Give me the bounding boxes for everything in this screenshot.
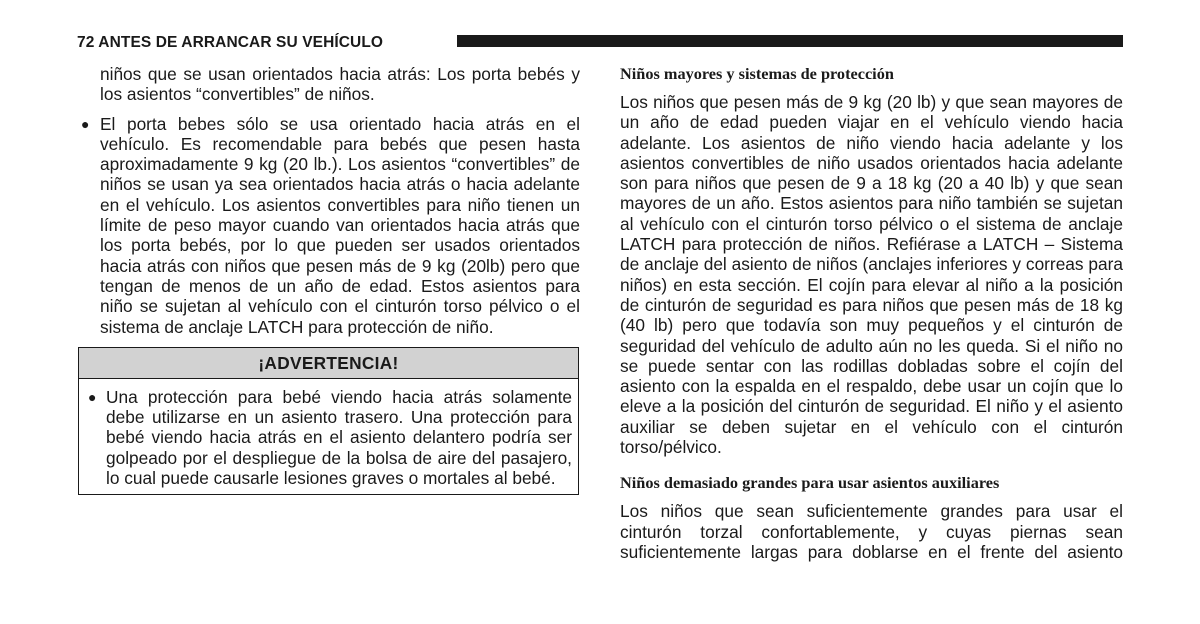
warning-body <box>79 379 578 494</box>
left-column <box>78 64 580 495</box>
warning-paragraph: Una protección para bebé viendo hacia atrás solamente debe utilizarse en un asiento trasero. Una protección para bebé viendo hacia atrás en el asiento delantero podría ser golpeado por el despliegue de la bolsa de aire del pasajero, lo cual puede causarle lesiones graves o mortales al bebé. <box>106 386 572 489</box>
bullet-dot-icon: ● <box>88 388 97 405</box>
bullet-dot-icon: ● <box>81 115 90 132</box>
warning-title: ¡ADVERTENCIA! <box>79 348 578 379</box>
bullet-paragraph: El porta bebes sólo se usa orientado hacia atrás en el vehículo. Es recomendable para bebés que pesen hasta aproximadamente 9 kg (20 lb.). Los asientos “convertibles” de niños se usan ya sea orientados hacia atrás o hacia adelante en el vehículo. Los asientos convertibles para niño tienen un límite de peso mayor cuando van orientados hacia atrás que los porta bebés, por lo que pueden ser usados orientados hacia atrás con niños que pesen más de 9 kg (20lb) pero que tengan de menos de un año de edad. Estos asientos para niño se sujetan al vehículo con el cinturón torso pélvico o el sistema de anclaje LATCH para protección de niño. <box>100 113 580 337</box>
right-column <box>620 64 1123 562</box>
header-rule <box>457 35 1123 47</box>
page-header <box>77 30 1123 58</box>
bullet-item-infant-carrier <box>78 114 580 337</box>
page-number: 72 <box>77 34 95 51</box>
intro-paragraph: niños que se usan orientados hacia atrás: Los porta bebés y los asientos “convertibles” de niños. <box>100 64 580 105</box>
header-title-line <box>77 34 383 52</box>
chapter-title: ANTES DE ARRANCAR SU VEHÍCULO <box>98 34 384 51</box>
section-paragraph-older-children: Los niños que pesen más de 9 kg (20 lb) y que sean mayores de un año de edad pueden viajar en el vehículo viendo hacia adelante. Los asientos de niño viendo hacia adelante y los asientos convertibles de niño usados orientados hacia adelante son para niños que pesen de 9 a 18 kg (20 a 40 lb) y que sean mayores de un año. Estos asientos para niño también se sujetan al vehículo con el cinturón torso pélvico o el sistema de anclaje LATCH para protección de niños. Refiérase a LATCH – Sistema de anclaje del asiento de niños (anclajes inferiores y correas para niños) en esta sección. El cojín para elevar al niño a la posición de cinturón de seguridad es para niños que pesen más de 18 kg (40 lb) pero que todavía son muy pequeños y el cinturón de seguridad del vehículo de adulto aún no les queda. Si el niño no se puede sentar con las rodillas dobladas sobre el cojín del asiento con la espalda en el respaldo, debe usar un cojín que lo eleve a la posición del cinturón de seguridad. El niño y el asiento auxiliar se deben sujetar en el vehículo con el cinturón torso/pélvico. <box>620 92 1123 458</box>
warning-box <box>78 347 579 495</box>
section-heading-too-large: Niños demasiado grandes para usar asientos auxiliares <box>620 473 1000 493</box>
section-paragraph-too-large: Los niños que sean suficientemente grandes para usar el cinturón torzal confortablemente, y cuyas piernas sean suficientemente largas para doblarse en el frente del asiento <box>620 501 1123 562</box>
section-heading-older-children: Niños mayores y sistemas de protección <box>620 64 894 83</box>
